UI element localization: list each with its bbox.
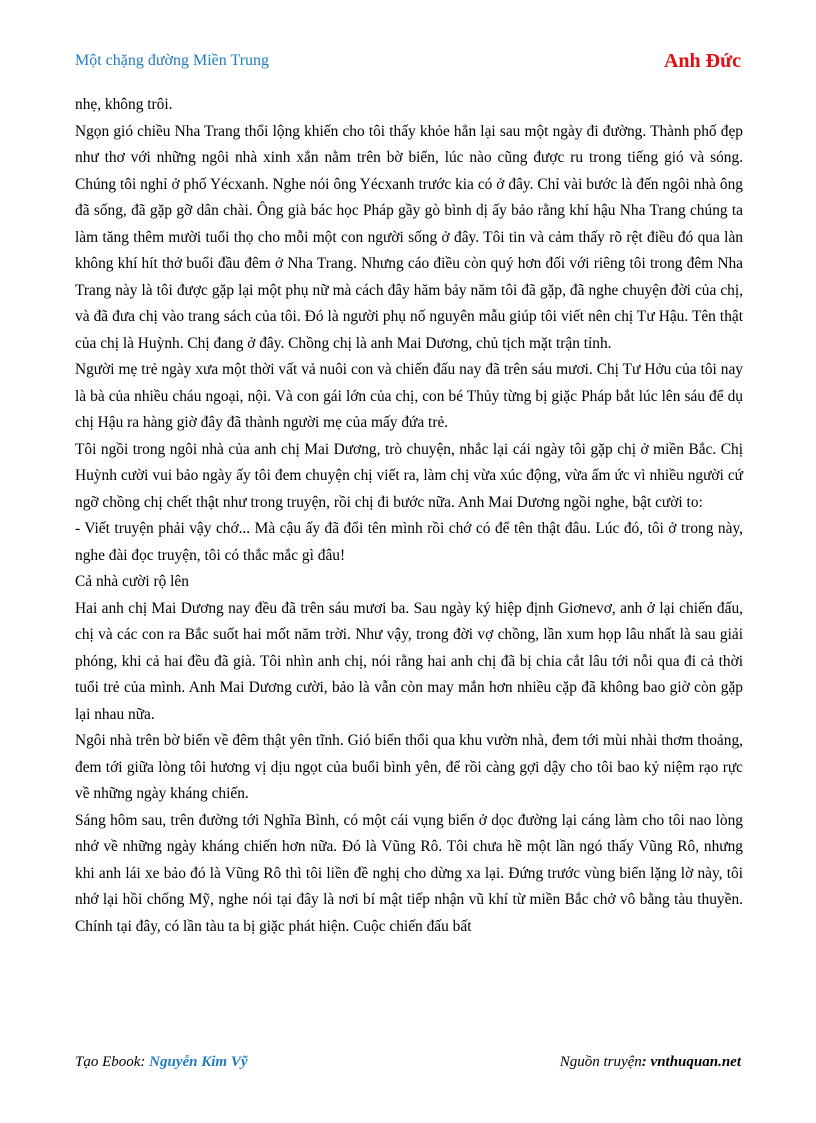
source-separator: : [641, 1054, 651, 1070]
paragraph: Ngôi nhà trên bờ biển về đêm thật yên tĩnh. Gió biển thổi qua khu vườn nhà, đem tới mùi nhài thơm thoảng, đem tới giữa lòng tôi hương vị dịu ngọt của buổi bình yên, để rồi càng gợi dậy cho tôi bao kỷ niệm rạo rực về những ngày kháng chiến. [75, 732, 743, 802]
paragraph: Cả nhà cười rộ lên [75, 573, 189, 590]
body-text [75, 92, 743, 940]
source-site: vnthuquan.net [650, 1054, 741, 1070]
source-credit [560, 1054, 741, 1071]
paragraph: nhẹ, không trôi. [75, 96, 173, 113]
ebook-creator: Nguyễn Kim Vỹ [149, 1054, 248, 1070]
ebook-label: Tạo Ebook [75, 1054, 141, 1070]
paragraph: Người mẹ trẻ ngày xưa một thời vất vả nuôi con và chiến đấu nay đã trên sáu mươi. Chị Tư Hởu của tôi nay là bà của nhiều cháu ngoại, nội. Và con gái lớn của chị, con bé Thủy từng bị giặc Pháp bắt lúc lên sáu để dụ chị Hậu ra hàng giờ đây đã thành người mẹ của mấy đứa trẻ. [75, 361, 743, 431]
paragraph: Tôi ngồi trong ngôi nhà của anh chị Mai Dương, trò chuyện, nhắc lại cái ngày tôi gặp chị ở miền Bắc. Chị Huỳnh cười vui bảo ngày ấy tôi đem chuyện chị viết ra, làm chị vừa xúc động, vừa ấm ức vì nhiều người cứ ngỡ chồng chị chết thật như trong truyện, rồi chị đi bước nữa. Anh Mai Dương ngồi nghe, bật cười to: [75, 440, 743, 511]
paragraph: Ngọn gió chiều Nha Trang thổi lộng khiến cho tôi thấy khỏe hẳn lại sau một ngày đi đường. Thành phố đẹp như thơ với những ngôi nhà xinh xắn nằm trên bờ biển, lúc nào cũng được ru trong tiếng gió và sóng. Chúng tôi nghỉ ở phố Yécxanh. Nghe nói ông Yécxanh trước kia có ở đây. Chỉ vài bước là đến ngôi nhà ông đã sống, đã gặp gỡ dân chài. Ông già bác học Pháp gầy gò bình dị ấy bảo rằng khí hậu Nha Trang chúng ta làm tăng thêm mười tuổi thọ cho mỗi một con người sống ở đây. Tôi tin và cảm thấy rõ rệt điều đó qua làn không khí hít thở buổi đầu đêm ở Nha Trang. Nhưng cáo điều còn quý hơn đối với riêng tôi trong đêm Nha Trang này là tôi được gặp lại một phụ nữ mà cách đây hăm bảy năm tôi đã gặp, đã nghe chuyện đời của chị, và đã đưa chị vào trang sách của tôi. Đó là người phụ nố nguyên mẫu giúp tôi viết nên chị Tư Hậu. Tên thật của chị là Huỳnh. Chị đang ở đây. Chồng chị là anh Mai Dương, chủ tịch mặt trận tỉnh. [75, 122, 743, 352]
page-footer [75, 1054, 741, 1076]
source-label: Nguồn truyện [559, 1054, 642, 1070]
ebook-separator: : [140, 1054, 150, 1070]
page-header [75, 50, 741, 76]
paragraph: Sáng hôm sau, trên đường tới Nghĩa Bình, có một cái vụng biển ở dọc đường lại cáng làm cho tôi nao lòng nhớ về những ngày kháng chiến hơn nữa. Đó là Vũng Rô. Tôi chưa hề một lần ngó thấy Vũng Rô, nhưng khi anh lái xe bảo đó là Vũng Rô thì tôi liền đề nghị cho dừng xa lại. Đứng trước vùng biển lặng lờ này, tôi nhớ lại hồi chống Mỹ, nghe nói tại đây là nơi bí mật tiếp nhận vũ khí từ miền Bắc chở vô bằng tàu thuyền. Chính tại đây, có lần tàu ta bị giặc phát hiện. Cuộc chiến đấu bất [75, 811, 743, 935]
ebook-credit [75, 1054, 248, 1071]
author-name: Anh Đức [663, 50, 741, 72]
book-title: Một chặng đường Miền Trung [75, 52, 270, 69]
paragraph: - Viết truyện phải vậy chớ... Mà cậu ấy đã đổi tên mình rồi chớ có để tên thật đâu. Lúc đó, tôi ở trong này, nghe đài đọc truyện, tôi có thắc mắc gì đâu! [75, 520, 743, 564]
paragraph: Hai anh chị Mai Dương nay đều đã trên sáu mươi ba. Sau ngày ký hiệp định Giơnevơ, anh ở lại chiến đấu, chị và các con ra Bắc suốt hai mốt năm trời. Như vậy, trong đời vợ chồng, lần xum họp lâu nhất là sau giải phóng, khi cả hai đều đã già. Tôi nhìn anh chị, nói rằng hai anh chị đã bị chia cắt lâu tới nỗi qua đi cả thời tuổi trẻ của mình. Anh Mai Dương cười, bảo là vẫn còn may mắn hơn nhiều cặp đã không bao giờ còn gặp lại nhau nữa. [75, 599, 743, 723]
